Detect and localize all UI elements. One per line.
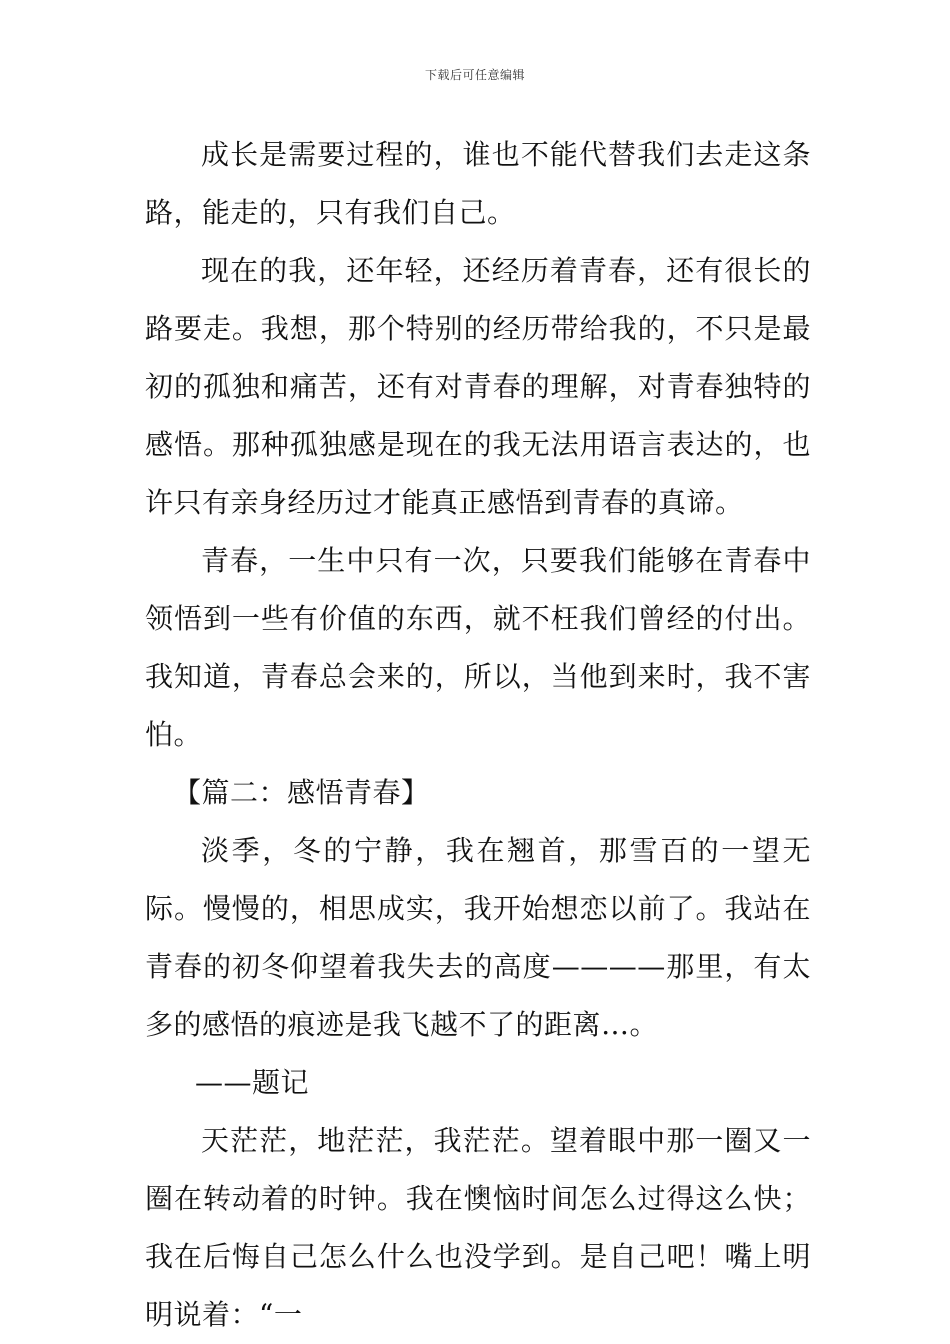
paragraph-4: 淡季，冬的宁静，我在翘首，那雪百的一望无际。慢慢的，相思成实，我开始想恋以前了。我站在青春的初冬仰望着我失去的高度————那里，有太多的感悟的痕迹是我飞越不了的距离…。 xyxy=(145,834,811,1041)
paragraph-5: 天茫茫，地茫茫，我茫茫。望着眼中那一圈又一圈在转动着的时钟。我在懊恼时间怎么过得这么快；我在后悔自己怎么什么也没学到。是自己吧！嘴上明明说着：“一 xyxy=(145,1124,811,1331)
page-header: 下载后可任意编辑 xyxy=(424,68,525,82)
epigraph-attribution: ——题记 xyxy=(195,1066,310,1099)
paragraph-1: 成长是需要过程的，谁也不能代替我们去走这条路，能走的，只有我们自己。 xyxy=(145,138,811,229)
paragraph-3: 青春，一生中只有一次，只要我们能够在青春中领悟到一些有价值的东西，就不枉我们曾经的付出。我知道，青春总会来的，所以，当他到来时，我不害怕。 xyxy=(145,544,811,751)
paragraph-2: 现在的我，还年轻，还经历着青春，还有很长的路要走。我想，那个特别的经历带给我的，不只是最初的孤独和痛苦，还有对青春的理解，对青春独特的感悟。那种孤独感是现在的我无法用语言表达的，也许只有亲身经历过才能真正感悟到青春的真谛。 xyxy=(145,254,811,519)
document-body xyxy=(145,126,811,1344)
section-heading: 【篇二：感悟青春】 xyxy=(173,776,430,809)
